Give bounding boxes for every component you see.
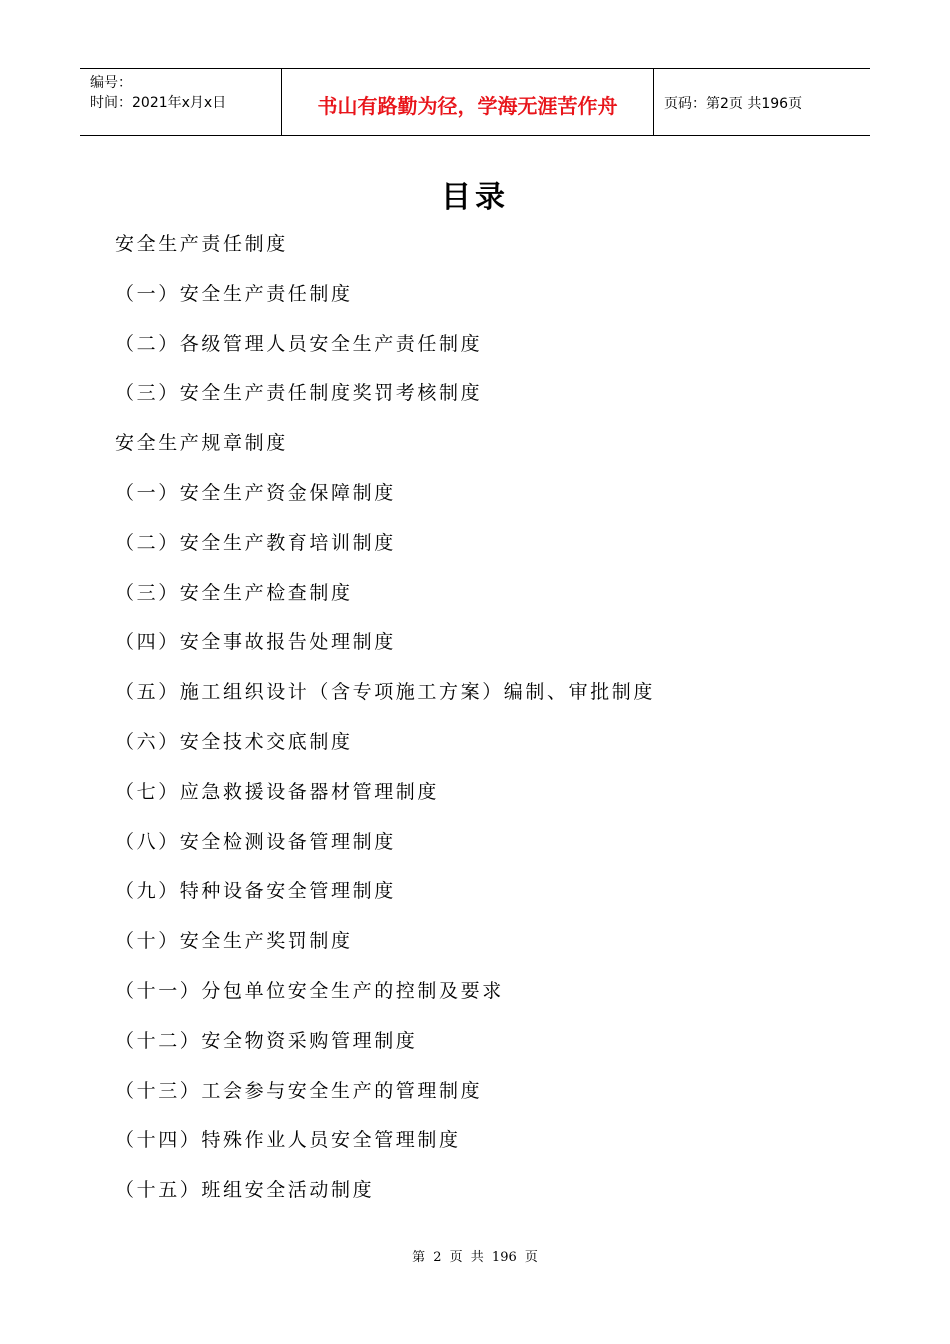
toc-entry[interactable]: （十三）工会参与安全生产的管理制度 <box>115 1079 483 1102</box>
toc-entry[interactable]: （十四）特殊作业人员安全管理制度 <box>115 1129 461 1152</box>
toc-entry[interactable]: 安全生产规章制度 <box>115 432 288 455</box>
toc-entry[interactable]: （十二）安全物资采购管理制度 <box>115 1029 418 1052</box>
toc-entry[interactable]: （一）安全生产资金保障制度 <box>115 481 396 504</box>
toc-entry[interactable]: （十一）分包单位安全生产的控制及要求 <box>115 979 504 1002</box>
toc-entry[interactable]: 安全生产责任制度 <box>115 233 288 255</box>
toc-entry[interactable]: （一）安全生产责任制度 <box>115 282 353 305</box>
header-info-cell <box>80 69 282 135</box>
toc-entry[interactable]: （二）安全生产教育培训制度 <box>115 531 396 554</box>
toc-entry[interactable]: （八）安全检测设备管理制度 <box>115 830 396 853</box>
toc-entry[interactable]: （二）各级管理人员安全生产责任制度 <box>115 332 483 355</box>
toc-entry[interactable]: （十五）班组安全活动制度 <box>115 1179 375 1202</box>
toc-entry[interactable]: （三）安全生产检查制度 <box>115 581 353 604</box>
page-header <box>80 68 870 136</box>
toc-entry[interactable]: （九）特种设备安全管理制度 <box>115 880 396 903</box>
page-footer: 第 2 页 共 196 页 <box>412 1250 538 1265</box>
toc-entry[interactable]: （四）安全事故报告处理制度 <box>115 631 396 654</box>
header-motto-cell <box>282 69 654 135</box>
toc-entry[interactable]: （六）安全技术交底制度 <box>115 730 353 753</box>
page-code: 页码：第2页 共196页 <box>664 96 803 112</box>
toc-entry[interactable]: （三）安全生产责任制度奖罚考核制度 <box>115 382 483 405</box>
toc-entry[interactable]: （五）施工组织设计（含专项施工方案）编制、审批制度 <box>115 681 656 704</box>
table-of-contents <box>115 226 655 1222</box>
motto-text: 书山有路勤为径，学海无涯苦作舟 <box>317 93 618 118</box>
date-label: 时间：2021年x月x日 <box>90 95 227 111</box>
header-page-cell <box>654 69 870 135</box>
number-label: 编号： <box>90 75 132 91</box>
toc-entry[interactable]: （七）应急救援设备器材管理制度 <box>115 780 440 803</box>
page-title: 目录 <box>441 180 509 215</box>
toc-entry[interactable]: （十）安全生产奖罚制度 <box>115 930 353 953</box>
